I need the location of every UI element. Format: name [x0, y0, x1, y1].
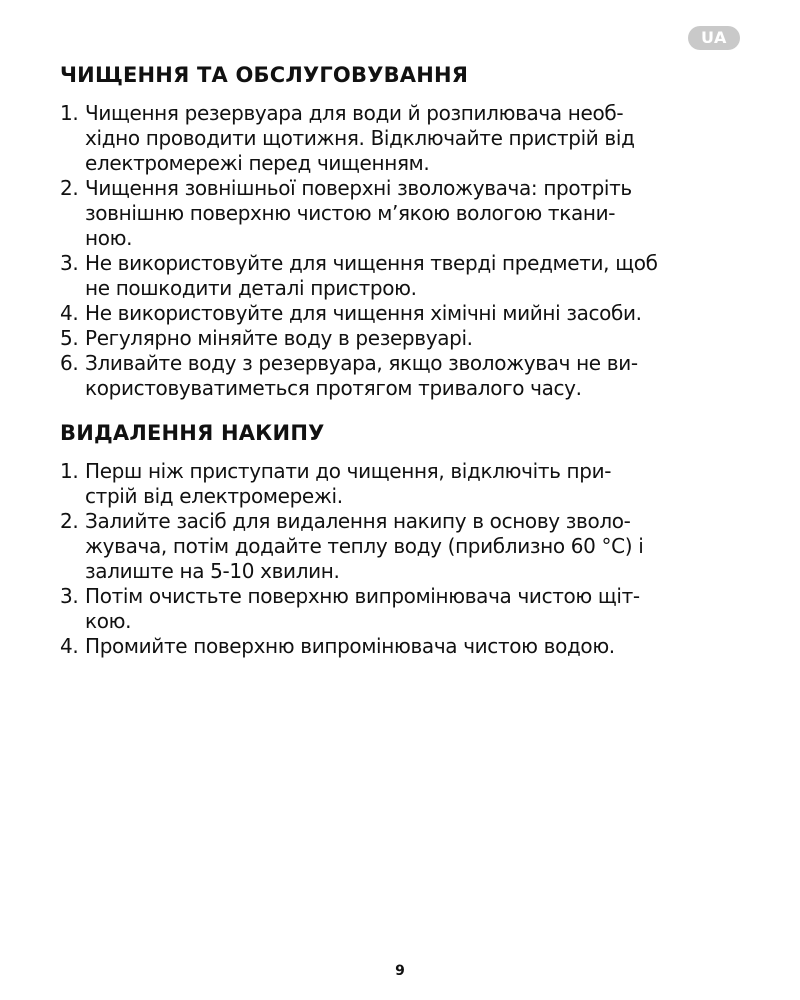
- step-text-line: Не використовуйте для чищення тверді предмети, щоб: [85, 251, 658, 275]
- step-number: 1.: [60, 459, 79, 483]
- list-item: [60, 634, 750, 659]
- language-badge: UA: [688, 26, 740, 50]
- descaling-section: [60, 420, 750, 659]
- step-text-line: хідно проводити щотижня. Відключайте пристрій від: [85, 126, 635, 150]
- step-text-line: кою.: [85, 609, 132, 633]
- step-number: 4.: [60, 301, 79, 325]
- list-item: [60, 251, 750, 301]
- list-item: [60, 326, 750, 351]
- step-text-line: Промийте поверхню випромінювача чистою водою.: [85, 634, 615, 658]
- step-text-line: Чищення зовнішньої поверхні зволожувача: протріть: [85, 176, 632, 200]
- step-text-line: зовнішню поверхню чистою м’якою вологою ткани-: [85, 201, 616, 225]
- list-item: [60, 459, 750, 509]
- step-number: 2.: [60, 509, 79, 533]
- step-number: 1.: [60, 101, 79, 125]
- step-number: 5.: [60, 326, 79, 350]
- step-number: 3.: [60, 584, 79, 608]
- step-number: 3.: [60, 251, 79, 275]
- step-text-line: електромережі перед чищенням.: [85, 151, 430, 175]
- step-text-line: стрій від електромережі.: [85, 484, 343, 508]
- list-item: [60, 509, 750, 584]
- step-number: 2.: [60, 176, 79, 200]
- section-title-descaling: ВИДАЛЕННЯ НАКИПУ: [60, 421, 325, 445]
- step-text-line: жувача, потім додайте теплу воду (приблизно 60 °C) і: [85, 534, 644, 558]
- step-number: 4.: [60, 634, 79, 658]
- step-text-line: Перш ніж приступати до чищення, відключіть при-: [85, 459, 612, 483]
- cleaning-section: [60, 62, 750, 401]
- step-text-line: Чищення резервуара для води й розпилювача необ-: [85, 101, 624, 125]
- step-text-line: Залийте засіб для видалення накипу в основу зволо-: [85, 509, 631, 533]
- page-number: 9: [395, 963, 405, 979]
- step-text-line: Не використовуйте для чищення хімічні мийні засоби.: [85, 301, 642, 325]
- step-text-line: Потім очистьте поверхню випромінювача чистою щіт-: [85, 584, 640, 608]
- step-text-line: залиште на 5-10 хвилин.: [85, 559, 340, 583]
- step-text-line: Зливайте воду з резервуара, якщо зволожувач не ви-: [85, 351, 638, 375]
- step-text-line: не пошкодити деталі пристрою.: [85, 276, 417, 300]
- list-item: [60, 351, 750, 401]
- list-item: [60, 101, 750, 176]
- descaling-steps-list: [60, 459, 750, 659]
- step-text-line: Регулярно міняйте воду в резервуарі.: [85, 326, 473, 350]
- list-item: [60, 176, 750, 251]
- step-text-line: користовуватиметься протягом тривалого часу.: [85, 376, 582, 400]
- cleaning-steps-list: [60, 101, 750, 401]
- step-number: 6.: [60, 351, 79, 375]
- list-item: [60, 584, 750, 634]
- step-text-line: ною.: [85, 226, 133, 250]
- section-title-cleaning: ЧИЩЕННЯ ТА ОБСЛУГОВУВАННЯ: [60, 63, 469, 87]
- list-item: [60, 301, 750, 326]
